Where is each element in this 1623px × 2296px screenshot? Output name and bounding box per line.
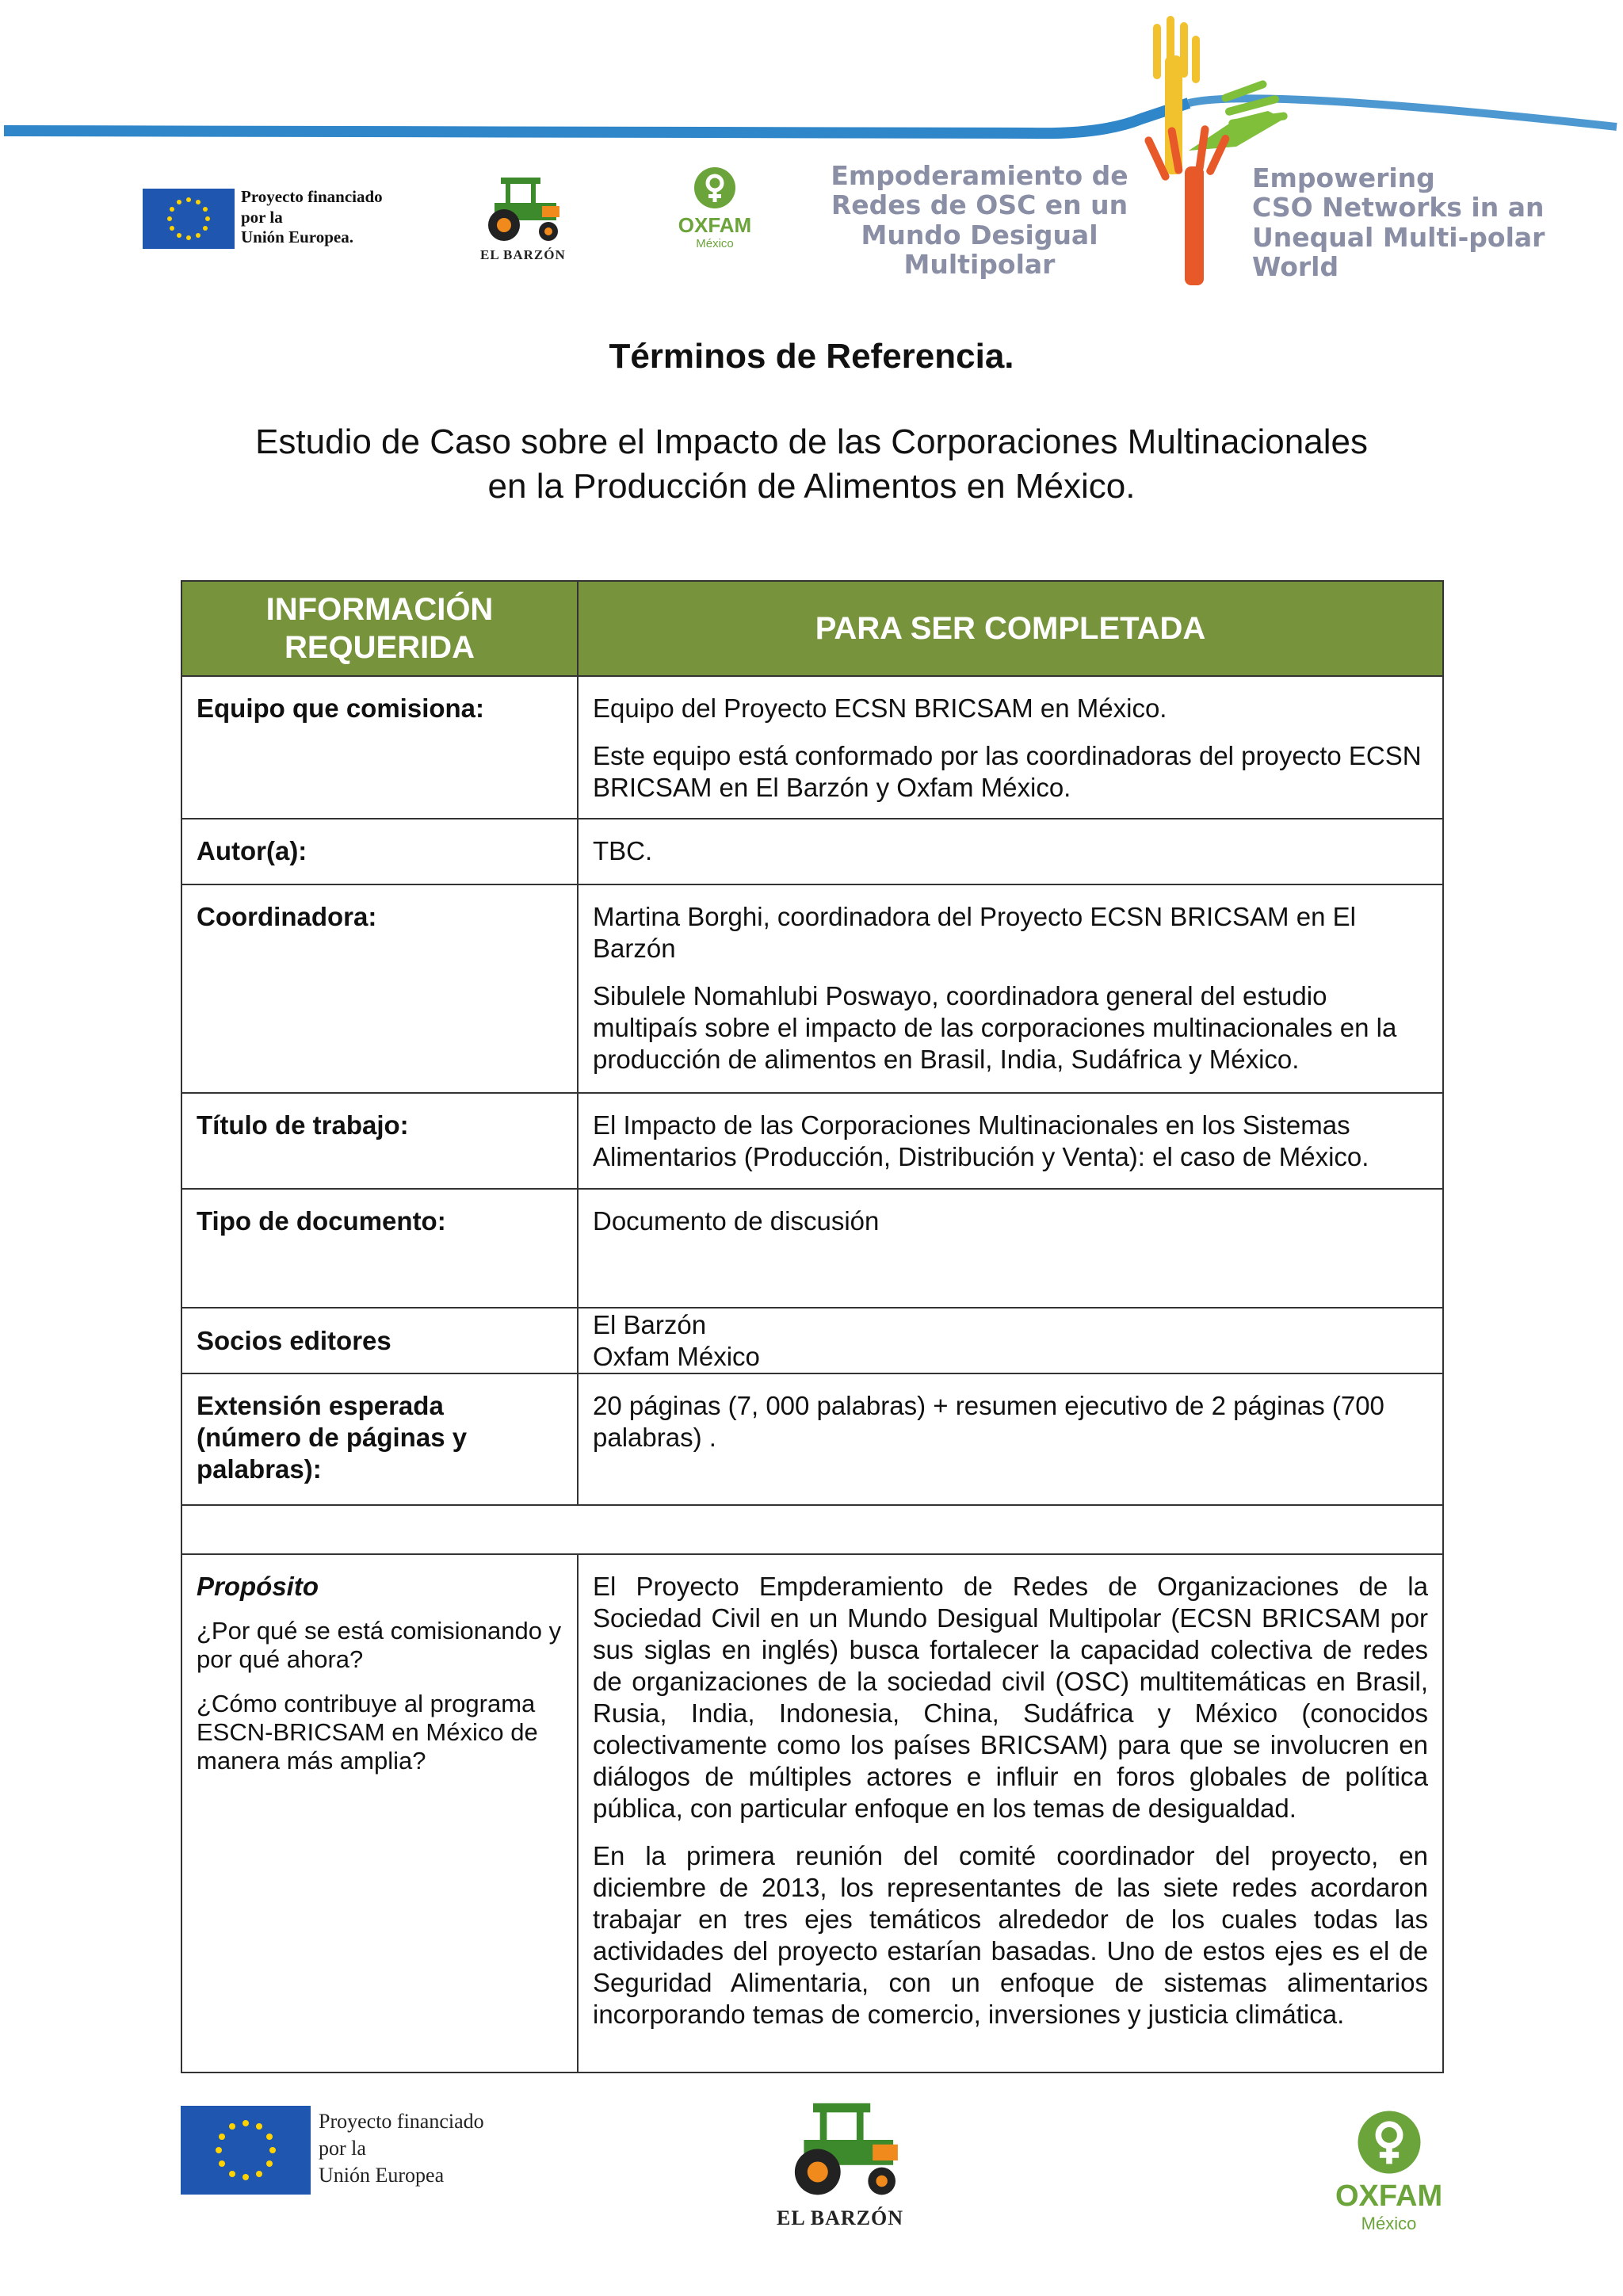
value-socios: El Barzón Oxfam México [579, 1308, 1444, 1374]
value-proposito: El Proyecto Empderamiento de Redes de Organizaciones de la Sociedad Civil en un Mundo Desigual Multipolar (ECSN BRICSAM por sus siglas en inglés) busca fortalecer la capacidad colectiva de redes de organizaciones de la sociedad civil (OSC) multitemáticas en Brasil, Rusia, India, Indonesia, China, Sudáfrica y México (conocidos colectivamente como los países BRICSAM) para que se involucren en diálogos de múltiples actores e influir en foros globales de política pública, con particular enfoque en los temas de desigualdad. En la primera reunión del comité coordinador del proyecto, en diciembre de 2013, los representantes de las siete redes acordaron trabajar en tres ejes temáticos alrededor de los cuales todas las actividades del proyecto estarían basadas. Uno de estos ejes es el de Seguridad Alimentaria, con un enfoque de sistemas alimentarios incorporando temas de comercio, inversiones y justicia climática. [579, 1555, 1444, 2073]
oxfam-symbol-icon [693, 166, 736, 209]
eu-caption: Proyecto financiado por la Unión Europea. [241, 187, 383, 247]
value-autor: TBC. [579, 819, 1444, 885]
footer-eu-stars-icon [181, 2106, 311, 2195]
tractor-icon [479, 174, 566, 246]
terms-table [181, 580, 1444, 2073]
label-equipo: Equipo que comisiona: [182, 677, 579, 819]
document-title: Términos de Referencia. [609, 337, 1014, 376]
label-titulo: Título de trabajo: [182, 1094, 579, 1190]
table-header-right: PARA SER COMPLETADA [579, 582, 1444, 677]
label-proposito: Propósito ¿Por qué se está comisionando y por qué ahora? ¿Cómo contribuye al programa ESCN-BRICSAM en México de manera más amplia? [182, 1555, 579, 2073]
banner-title-en: Empowering CSO Networks in an Unequal Multi-polar World [1252, 162, 1545, 282]
footer-eu-caption: Proyecto financiado por la Unión Europea [319, 2110, 484, 2187]
value-coordinadora: Martina Borghi, coordinadora del Proyecto ECSN BRICSAM en El Barzón Sibulele Nomahlubi Poswayo, coordinadora general del estudio multipaís sobre el impacto de las corporaciones multinacionales en la producción de alimentos en Brasil, India, Sudáfrica y México. [579, 885, 1444, 1094]
oxfam-logo: OXFAM México [675, 166, 754, 250]
barzon-label: EL BARZÓN [480, 247, 566, 262]
eu-stars-icon [143, 189, 235, 249]
value-equipo: Equipo del Proyecto ECSN BRICSAM en México. Este equipo está conformado por las coordinadoras del proyecto ECSN BRICSAM en El Barzón y Oxfam México. [579, 677, 1444, 819]
footer-oxfam-logo: OXFAM México [1335, 2110, 1442, 2234]
label-extension: Extensión esperada (número de páginas y palabras): [182, 1374, 579, 1506]
orange-hand-icon [1144, 125, 1231, 285]
footer-eu-flag [181, 2106, 311, 2195]
table-spacer-row [182, 1506, 1444, 1555]
footer-barzon-label: EL BARZÓN [777, 2206, 903, 2229]
label-socios: Socios editores [182, 1308, 579, 1374]
value-titulo: El Impacto de las Corporaciones Multinacionales en los Sistemas Alimentarios (Producción, Distribución y Venta): el caso de México. [579, 1094, 1444, 1190]
table-header-left: INFORMACIÓN REQUERIDA [182, 582, 579, 677]
value-extension: 20 páginas (7, 000 palabras) + resumen ejecutivo de 2 páginas (700 palabras) . [579, 1374, 1444, 1506]
label-tipo: Tipo de documento: [182, 1190, 579, 1308]
banner-title-es: Empoderamiento de Redes de OSC en un Mundo Desigual Multipolar [831, 160, 1128, 280]
eu-flag [143, 189, 235, 249]
footer-tractor-icon [781, 2099, 907, 2202]
label-coordinadora: Coordinadora: [182, 885, 579, 1094]
label-autor: Autor(a): [182, 819, 579, 885]
document-subtitle: Estudio de Caso sobre el Impacto de las Corporaciones Multinacionales en la Producción de Alimentos en México. [255, 422, 1368, 506]
footer-oxfam-symbol-icon [1357, 2110, 1422, 2175]
value-tipo: Documento de discusión [579, 1190, 1444, 1308]
